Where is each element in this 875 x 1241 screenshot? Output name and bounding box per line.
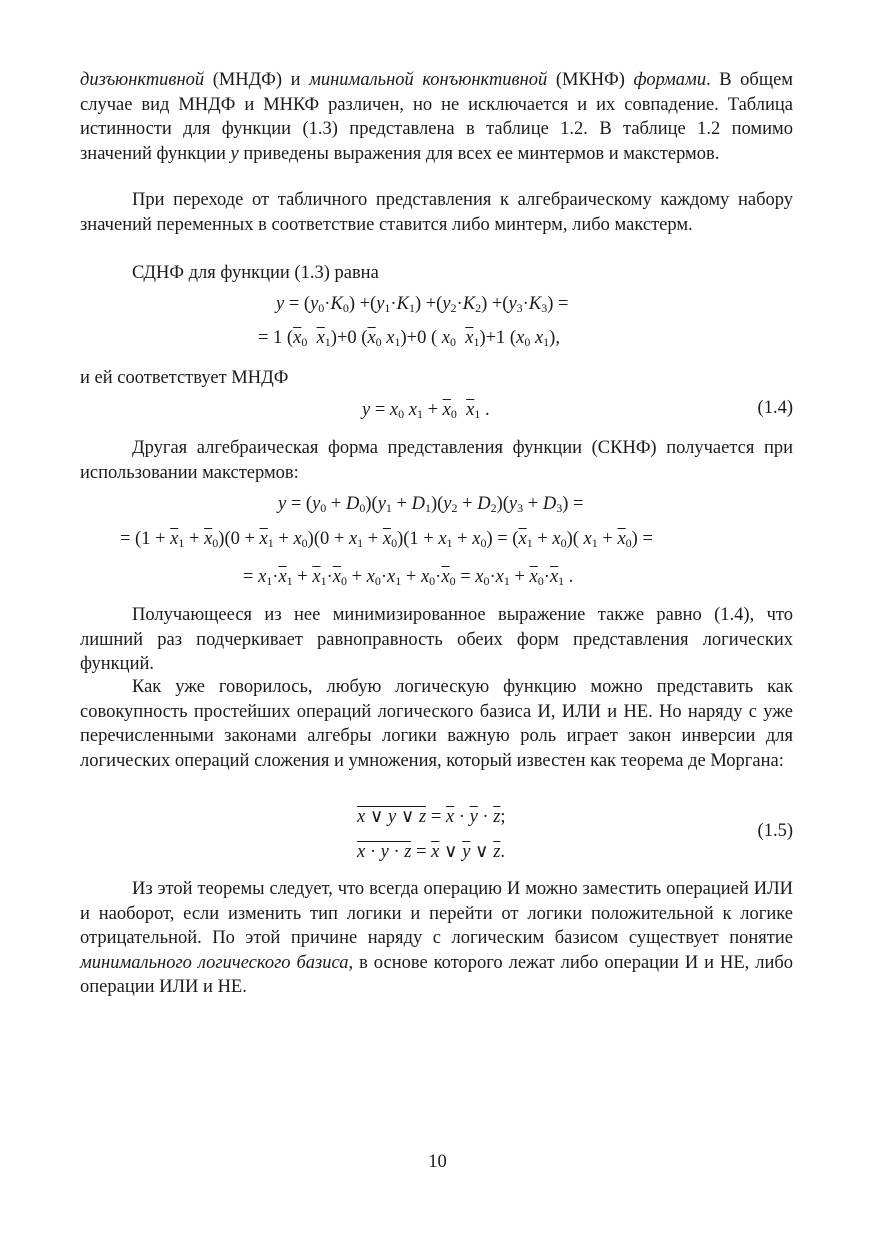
text-span: (МКНФ) xyxy=(547,70,634,90)
equation-demorgan-line-2: $x \cdot y \cdot z = \overline{x}$ ∨ $\overline{y}$ ∨ $\overline{z}$. xyxy=(357,842,506,862)
term-conjunctive: минимальной конъюнктивной xyxy=(309,70,548,90)
paragraph-1 xyxy=(80,68,793,166)
paragraph-2 xyxy=(80,188,793,237)
paragraph-8 xyxy=(80,877,793,1000)
var-y: y xyxy=(230,143,239,164)
equation-mndf: $y = x_0$ $x_1 + \overline{x}_0$ $\overline{x}_1$ . xyxy=(362,400,490,421)
equation-sknf-line-2: = $(1 + \overline{x}_1 + \overline{x}_0)(0 + \overline{x}_1 + x_0)(0 + x_1 + \overline{x}_0)(1 + x_1 + x_0) = (\overline{x}_1 + x_0)$( $x_1 + \overline{x}_0$) = xyxy=(120,529,653,550)
paragraph-3 xyxy=(80,261,793,286)
paragraph-6-text: Получающееся из нее минимизированное выражение также равно (1.4), что лишний раз подчеркивает равноправность обеих форм представления логических функций. xyxy=(80,605,793,674)
term-minimal-logical-basis: минимального логического базиса xyxy=(80,952,349,973)
paragraph-3-text: СДНФ для функции (1.3) равна xyxy=(132,263,379,283)
text-span: Из этой теоремы следует, что всегда операцию И можно заместить операцией ИЛИ и наоборот, если изменить тип логики и перейти от логики положительной к логике отрицательной. По этой причине наряду с логическим базисом существует понятие xyxy=(80,879,793,948)
paragraph-7-text: Как уже говорилось, любую логическую функцию можно представить как совокупность простейших операций логического базиса И, ИЛИ и НЕ. Но наряду с уже перечисленными законами алгебры логики важную роль играет закон инверсии для логических операций сложения и умножения, который известен как теорема де Моргана: xyxy=(80,677,793,771)
equation-sdnf-line-2: = 1 ($\overline{x}_0$ $\overline{x}_1)+0$ ($\overline{x}_0$ $x_1)+0$ ( $x_0$ $\overline{x}_1)+1$ ($x_0$ $x_1$), xyxy=(258,328,560,349)
equation-sdnf-line-1: $y = (y_0\cdot K_0) +(y_1\cdot K_1) +(y_2\cdot K_2) +(y_3\cdot K_3)$ = xyxy=(276,294,569,315)
paragraph-4 xyxy=(80,366,793,391)
text-span: приведены выражения для всех ее минтермов и макстермов. xyxy=(238,143,720,164)
paragraph-5 xyxy=(80,436,793,485)
equation-demorgan-line-1: x ∨ y ∨ $z = \overline{x} \cdot \overline{y} \cdot \overline{z}$; xyxy=(357,807,506,827)
equation-sknf-line-1: $y = (y_0 + D_0)(y_1 + D_1)(y_2 + D_2)(y_3 + D_3)$ = xyxy=(278,494,584,515)
page-number: 10 xyxy=(428,1152,447,1172)
paragraph-2-text: При переходе от табличного представления к алгебраическому каждому набору значений переменных в соответствие ставится либо минтерм, либо макстерм. xyxy=(80,190,793,235)
paragraph-6 xyxy=(80,603,793,677)
term-disjunctive: дизъюнктивной xyxy=(80,70,205,90)
text-span: . В общем случае вид МНДФ и МНКФ различен, но не исключается и их совпадение. Таблица истинности для функции (1.3) представлена в таблице 1.2. В таблице 1.2 помимо значений функции xyxy=(80,70,793,164)
text-span: , в основе которого лежат либо операции И и НЕ, либо операции ИЛИ и НЕ. xyxy=(80,952,794,997)
equation-number-1-5: (1.5) xyxy=(757,821,793,841)
paragraph-5-text: Другая алгебраическая форма представления функции (СКНФ) получается при использовании макстермов: xyxy=(80,438,793,483)
text-span: (МНДФ) и xyxy=(204,70,310,90)
paragraph-7 xyxy=(80,675,793,773)
term-forms: формами xyxy=(633,70,707,90)
equation-number-1-4: (1.4) xyxy=(757,398,793,418)
equation-sknf-line-3: = $x_1\cdot\overline{x}_1 + \overline{x}_1\cdot\overline{x}_0 + x_0\cdot x_1 + x_0\cdot\overline{x}_0 = x_0\cdot x_1 + \overline{x}_0\cdot\overline{x}_1$ . xyxy=(243,567,574,588)
paragraph-4-text: и ей соответствует МНДФ xyxy=(80,368,289,388)
